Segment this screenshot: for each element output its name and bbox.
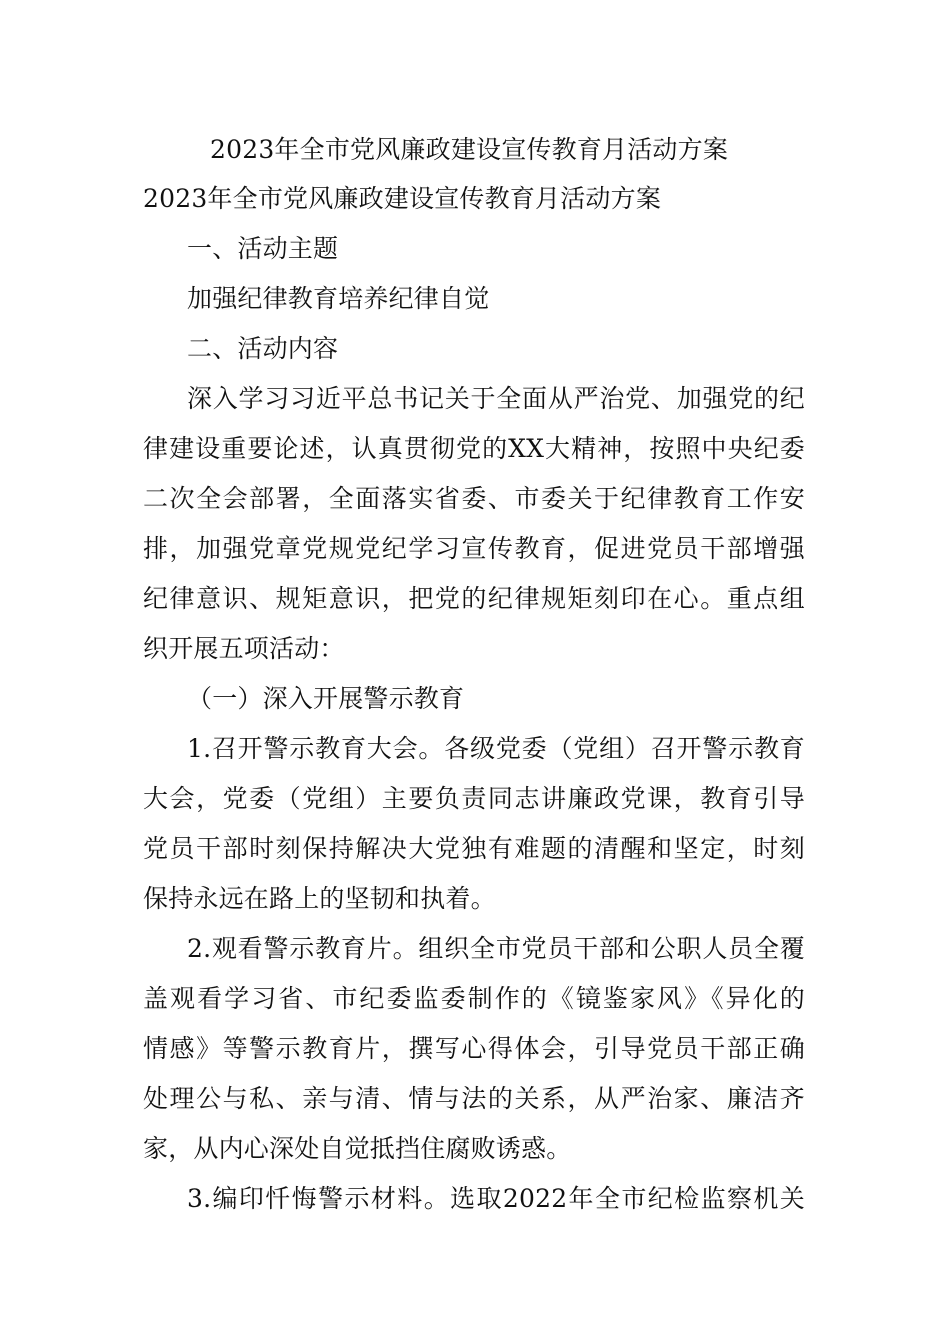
section-1-theme: 加强纪律教育培养纪律自觉 — [187, 284, 490, 313]
paragraph-line: 盖观看学习省、市纪委监委制作的《镜鉴家风》《异化的 — [143, 984, 805, 1013]
paragraph-line: 2.观看警示教育片。组织全市党员干部和公职人员全覆 — [187, 934, 805, 963]
document-heading-title: 2023年全市党风廉政建设宣传教育月活动方案 — [210, 135, 729, 164]
paragraph-line: 1.召开警示教育大会。各级党委（党组）召开警示教育 — [187, 734, 805, 763]
paragraph-line: 3.编印忏悔警示材料。选取2022年全市纪检监察机关 — [187, 1184, 805, 1213]
paragraph-line: 律建设重要论述，认真贯彻党的XX大精神，按照中央纪委 — [143, 434, 805, 463]
paragraph-line: 党员干部时刻保持解决大党独有难题的清醒和坚定，时刻 — [143, 834, 805, 863]
paragraph-line: 大会，党委（党组）主要负责同志讲廉政党课，教育引导 — [143, 784, 805, 813]
paragraph-line: 织开展五项活动： — [143, 634, 345, 663]
section-2-heading: 二、活动内容 — [187, 334, 339, 363]
document-sub-title: 2023年全市党风廉政建设宣传教育月活动方案 — [143, 184, 662, 213]
subsection-1-heading: （一）深入开展警示教育 — [187, 684, 465, 713]
paragraph-line: 处理公与私、亲与清、情与法的关系，从严治家、廉洁齐 — [143, 1084, 805, 1113]
paragraph-line: 纪律意识、规矩意识，把党的纪律规矩刻印在心。重点组 — [143, 584, 805, 613]
section-1-heading: 一、活动主题 — [187, 234, 339, 263]
paragraph-line: 排，加强党章党规党纪学习宣传教育，促进党员干部增强 — [143, 534, 805, 563]
paragraph-line: 深入学习习近平总书记关于全面从严治党、加强党的纪 — [187, 384, 805, 413]
paragraph-line: 二次全会部署，全面落实省委、市委关于纪律教育工作安 — [143, 484, 805, 513]
paragraph-line: 家，从内心深处自觉抵挡住腐败诱惑。 — [143, 1134, 572, 1163]
paragraph-line: 情感》等警示教育片，撰写心得体会，引导党员干部正确 — [143, 1034, 805, 1063]
paragraph-line: 保持永远在路上的坚韧和执着。 — [143, 884, 496, 913]
